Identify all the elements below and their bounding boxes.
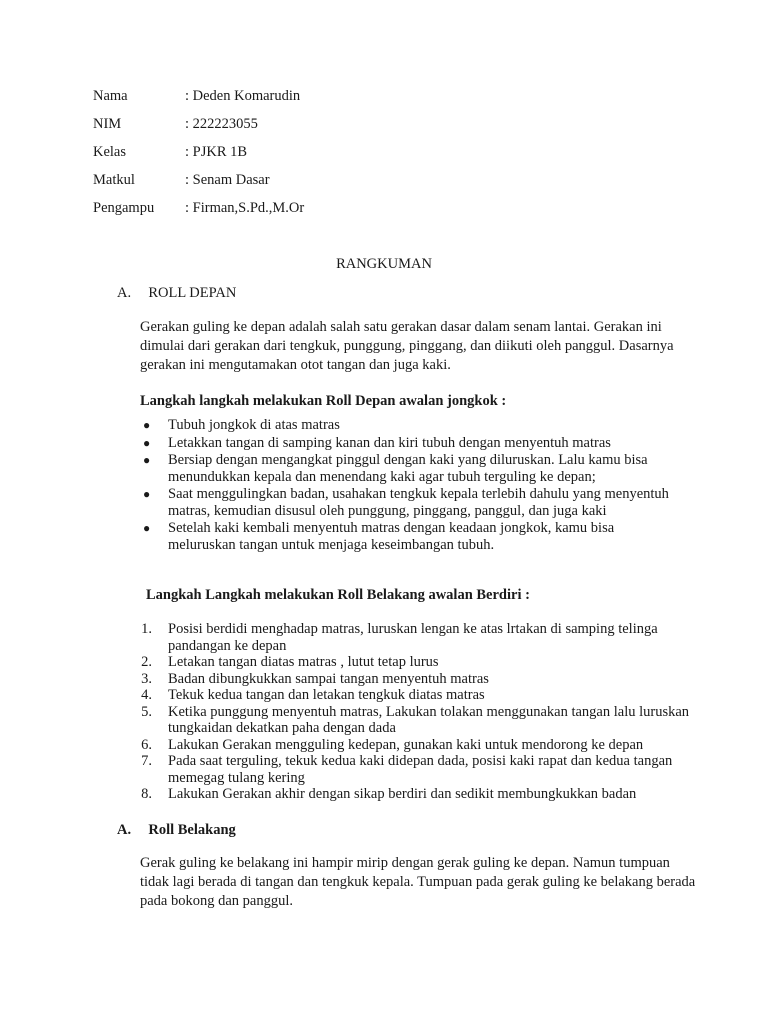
item-text: Lakukan Gerakan mengguling kedepan, gunakan kaki untuk mendorong ke depan <box>168 736 644 753</box>
roll-depan-paragraph: Gerakan guling ke depan adalah salah satu gerakan dasar dalam senam lantai. Gerakan ini dimulai dari gerakan dari tengkuk, punggung, pinggang, dan diikuti oleh panggul. Dasarnya gerakan ini mengutamakan otot tangan dan juga kaki. <box>140 319 674 373</box>
list-item-text: Tubuh jongkok di atas matras <box>168 417 340 433</box>
info-label: Kelas <box>93 144 127 160</box>
item-text: Pada saat terguling, tekuk kedua kaki didepan dada, posisi kaki rapat dan kedua tangan memegag tulang kering <box>168 753 673 786</box>
roll-belakang-paragraph: Gerak guling ke belakang ini hampir mirip dengan gerak guling ke depan. Namun tumpuan tidak lagi berada di tangan dan tengkuk kepala. Tumpuan pada gerak guling ke belakang berada pada bokong dan panggul. <box>140 855 696 909</box>
bullet-icon: ● <box>143 418 151 432</box>
item-number: 8. <box>141 786 152 802</box>
numbered-item <box>130 737 690 754</box>
item-text: Posisi berdidi menghadap matras, luruskan lengan ke atas lrtakan di samping telinga pandangan ke depan <box>168 621 658 654</box>
list-item <box>140 486 680 519</box>
numbered-item <box>130 786 690 803</box>
list-item <box>140 520 680 553</box>
numbered-item <box>130 671 690 688</box>
bullet-icon: ● <box>143 521 151 535</box>
item-text: Lakukan Gerakan akhir dengan sikap berdiri dan sedikit membungkukkan badan <box>168 786 637 802</box>
item-number: 7. <box>141 753 152 769</box>
roll-belakang-steps-heading: Langkah Langkah melakukan Roll Belakang awalan Berdiri : <box>146 587 530 603</box>
info-value: : Deden Komarudin <box>185 88 301 104</box>
page-title: RANGKUMAN <box>336 256 432 272</box>
item-text: Ketika punggung menyentuh matras, Lakukan tolakan menggunakan tangan lalu luruskan tungkaidan dekatkan paha dengan dada <box>168 703 690 736</box>
info-label: Pengampu <box>93 200 155 216</box>
section-title: ROLL DEPAN <box>148 285 237 301</box>
list-item <box>140 417 680 434</box>
section-letter: A. <box>117 285 132 301</box>
item-number: 2. <box>141 654 152 670</box>
item-text: Badan dibungkukkan sampai tangan menyentuh matras <box>168 670 489 687</box>
numbered-item <box>130 687 690 704</box>
numbered-item <box>130 654 690 671</box>
list-item-text: Saat menggulingkan badan, usahakan tengkuk kepala terlebih dahulu yang menyentuh matras, kemudian disusul oleh punggung, pinggang, panggul, dan juga kaki <box>168 486 669 519</box>
numbered-item <box>130 704 690 737</box>
list-item-text: Setelah kaki kembali menyentuh matras dengan keadaan jongkok, kamu bisa meluruskan tangan untuk menjaga keseimbangan tubuh. <box>168 520 615 553</box>
item-text: Tekuk kedua tangan dan letakan tengkuk diatas matras <box>168 687 485 703</box>
bullet-icon: ● <box>143 487 151 501</box>
section-heading-roll-belakang <box>117 821 236 839</box>
roll-depan-steps-list <box>140 417 680 554</box>
item-text: Letakan tangan diatas matras , lutut tetap lurus <box>168 654 439 670</box>
numbered-item <box>130 753 690 786</box>
item-number: 6. <box>141 736 152 753</box>
roll-depan-steps-heading: Langkah langkah melakukan Roll Depan awalan jongkok : <box>140 393 507 409</box>
item-number: 5. <box>141 703 152 720</box>
item-number: 3. <box>141 670 152 687</box>
info-label: Matkul <box>93 172 135 188</box>
info-value: : Firman,S.Pd.,M.Or <box>185 200 305 216</box>
info-label: Nama <box>93 88 128 104</box>
item-number: 4. <box>141 687 152 703</box>
numbered-item <box>130 621 690 654</box>
roll-belakang-steps-list <box>130 621 690 803</box>
info-value: : 222223055 <box>185 116 258 132</box>
item-number: 1. <box>141 621 152 637</box>
info-value: : Senam Dasar <box>185 172 270 188</box>
list-item <box>140 452 680 485</box>
section-heading-roll-depan <box>117 284 236 302</box>
section-title: Roll Belakang <box>148 822 236 838</box>
section-letter: A. <box>117 822 132 838</box>
info-value: : PJKR 1B <box>185 144 248 160</box>
list-item-text: Letakkan tangan di samping kanan dan kiri tubuh dengan menyentuh matras <box>168 434 611 451</box>
list-item-text: Bersiap dengan mengangkat pinggul dengan kaki yang diluruskan. Lalu kamu bisa menundukkan kepala dan menendang kaki agar tubuh terguling ke depan; <box>168 452 648 485</box>
info-label: NIM <box>93 116 122 132</box>
bullet-icon: ● <box>143 435 151 450</box>
list-item <box>140 435 680 452</box>
bullet-icon: ● <box>143 453 151 467</box>
